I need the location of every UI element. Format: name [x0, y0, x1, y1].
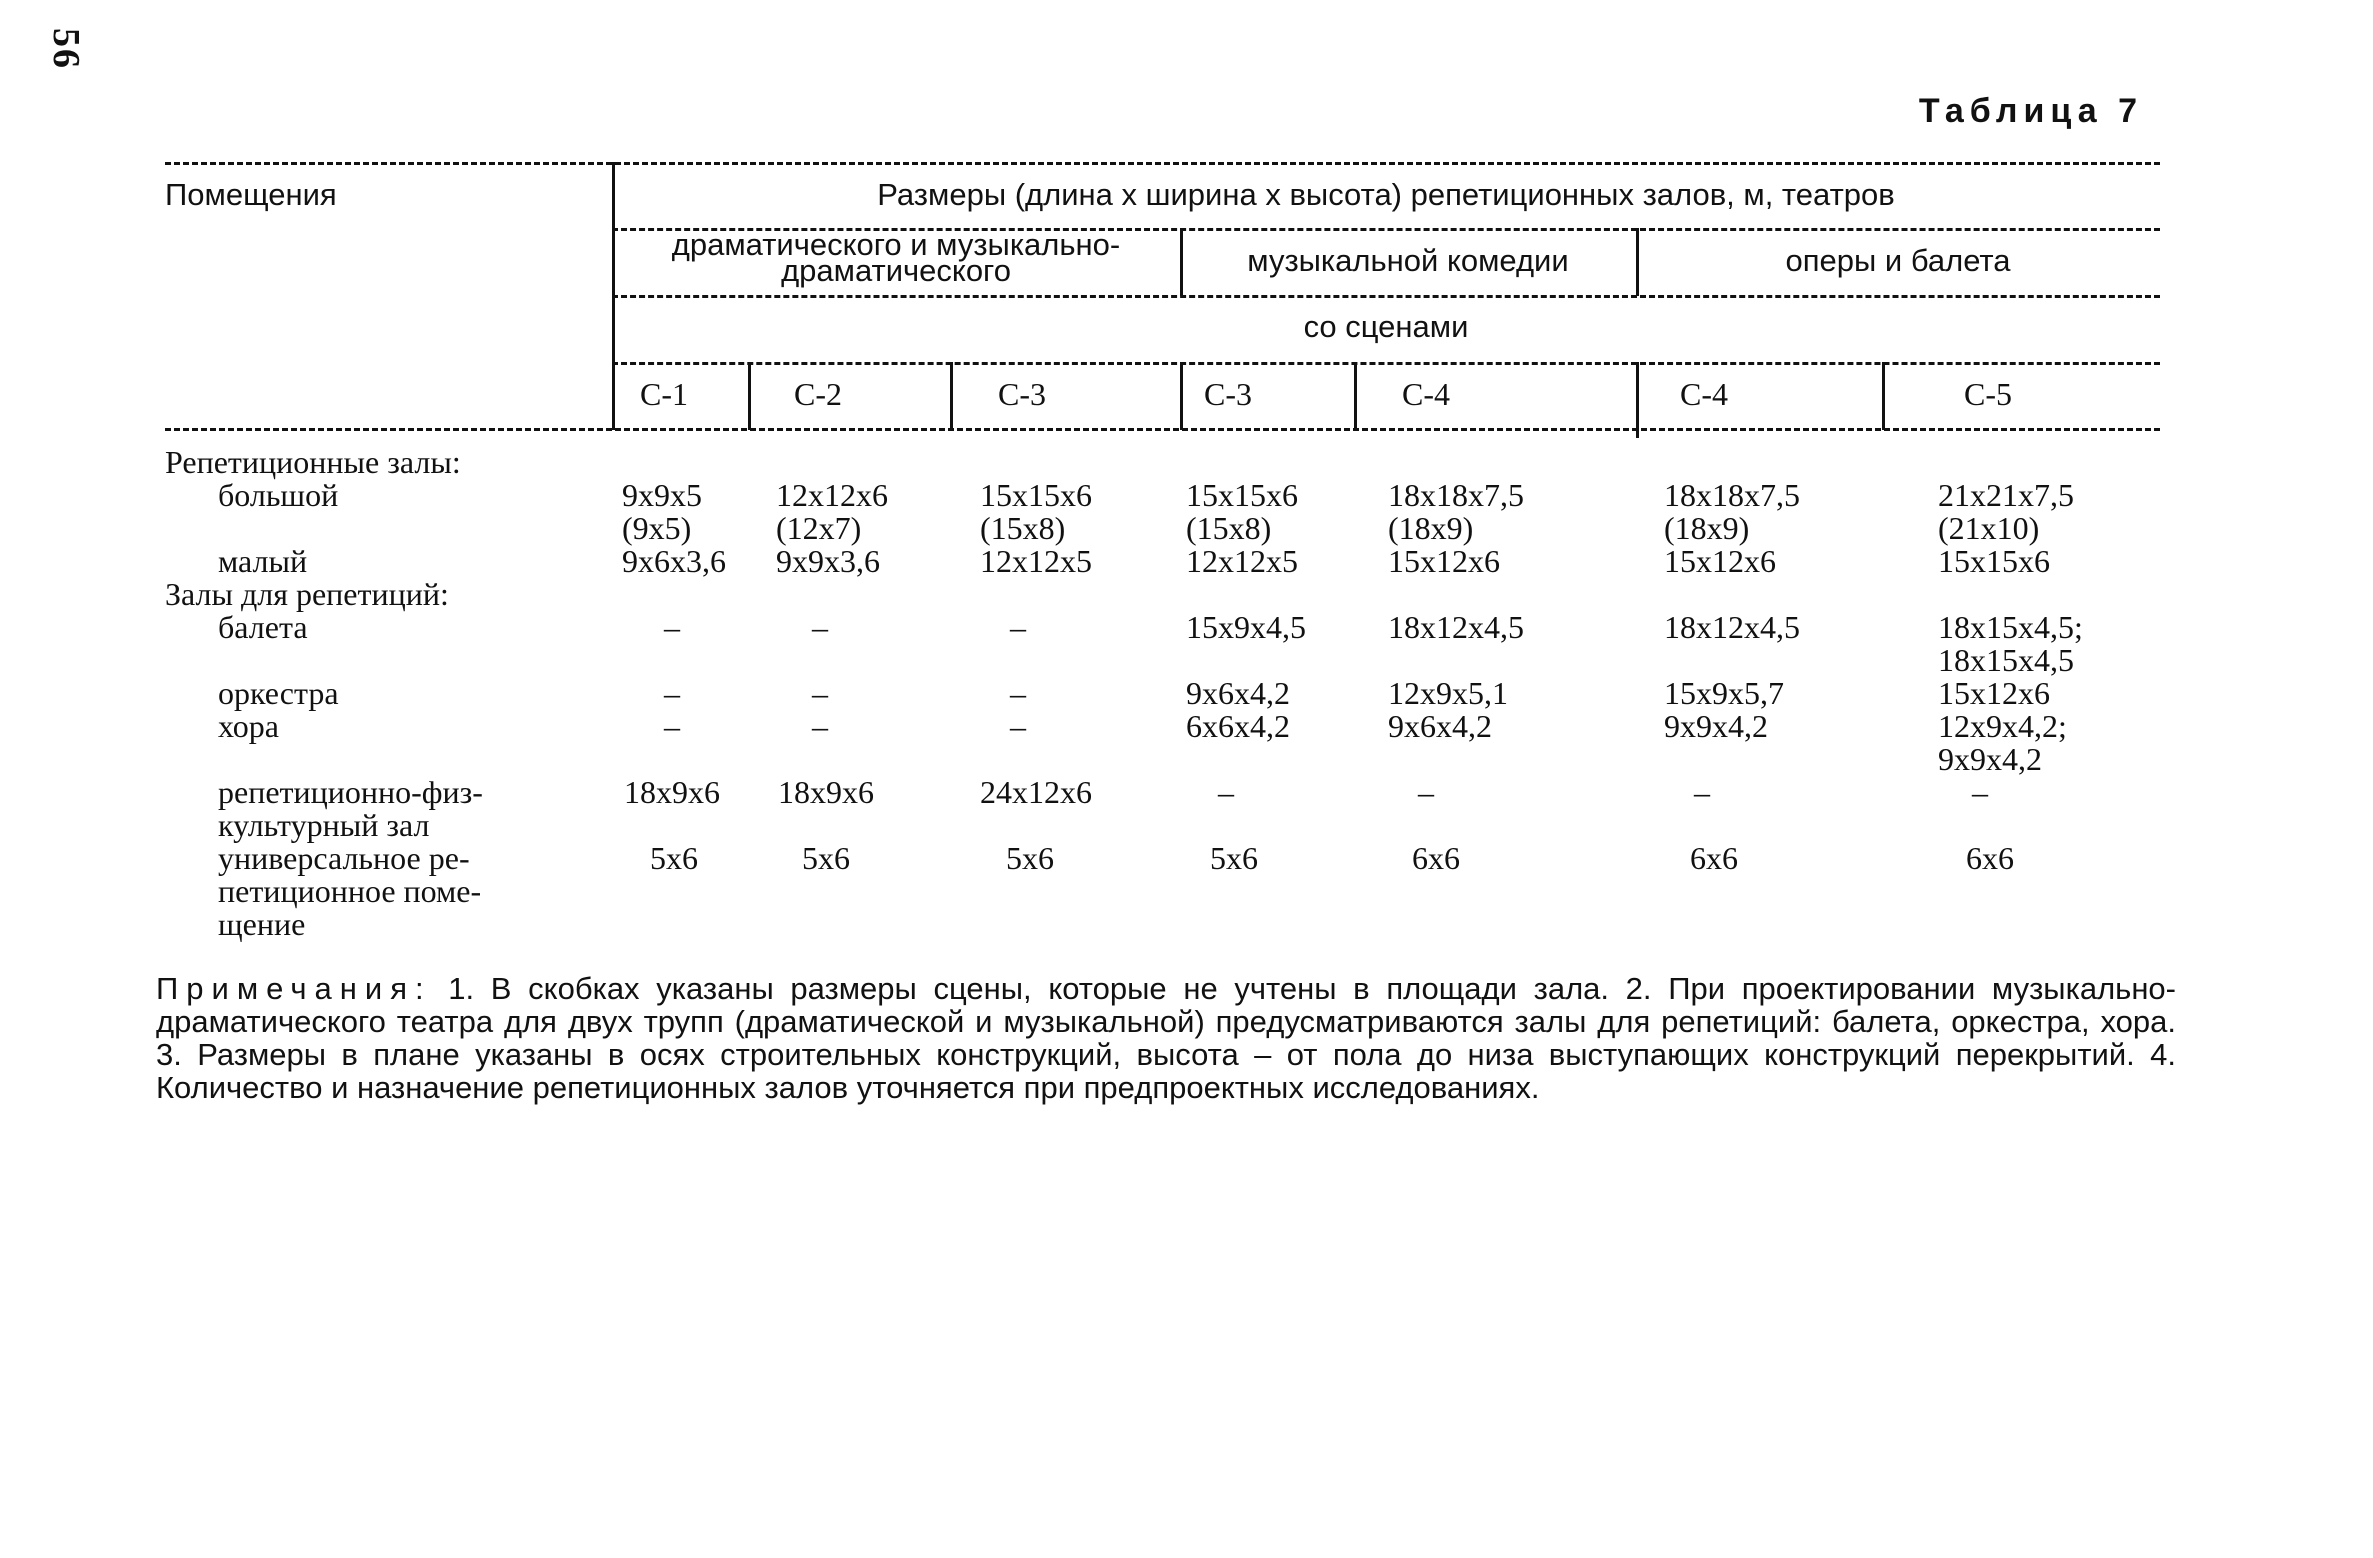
- row-label-large: большой: [218, 477, 339, 513]
- cell-value: 18x18x7,5: [1388, 477, 1524, 513]
- cell-small-c2: 9x9x3,6: [776, 543, 880, 579]
- cell-ballet-c3-comedy: 15x9x4,5: [1186, 609, 1306, 645]
- notes-lead: Примечания:: [156, 971, 432, 1006]
- cell-large-c3-comedy: [1186, 479, 1298, 545]
- stage-c1: С-1: [640, 376, 688, 412]
- cell-orchestra-c2: –: [812, 675, 828, 711]
- cell-large-c2: [776, 479, 888, 545]
- cell-universal-c1: 5x6: [650, 840, 698, 876]
- cell-ballet-c4-comedy: 18x12x4,5: [1388, 609, 1524, 645]
- header-group-comedy: музыкальной комедии: [1247, 243, 1569, 278]
- cell-large-c4-opera: [1664, 479, 1800, 545]
- row-label-halls-for-rehearsals: Залы для репетиций:: [165, 576, 449, 612]
- cell-small-c5: 15x15x6: [1938, 543, 2050, 579]
- table-top-rule: [165, 162, 2160, 165]
- row-label-fitness: [218, 776, 483, 842]
- cell-value: 15x15x6: [1186, 477, 1298, 513]
- header-group-drama-line1: драматического и музыкально-: [671, 227, 1121, 262]
- cell-universal-c3-comedy: 5x6: [1210, 840, 1258, 876]
- stage-divider-6: [1882, 362, 1885, 430]
- stage-divider-2: [950, 362, 953, 430]
- header-with-stages: со сценами: [1303, 309, 1469, 344]
- row-label-small: малый: [218, 543, 308, 579]
- cell-value: 21x21x7,5: [1938, 477, 2074, 513]
- cell-orchestra-c5: 15x12x6: [1938, 675, 2050, 711]
- row-label-ballet: балета: [218, 609, 308, 645]
- cell-small-c4-comedy: 15x12x6: [1388, 543, 1500, 579]
- row-label-universal-line3: щение: [218, 906, 306, 942]
- cell-choir-c4-opera: 9x9x4,2: [1664, 708, 1768, 744]
- cell-fitness-c4-comedy: –: [1418, 774, 1434, 810]
- cell-fitness-c3-comedy: –: [1218, 774, 1234, 810]
- stage-c3-comedy: С-3: [1204, 376, 1252, 412]
- cell-small-c3: 12x12x5: [980, 543, 1092, 579]
- cell-universal-c3: 5x6: [1006, 840, 1054, 876]
- cell-value: (15x8): [980, 510, 1066, 546]
- cell-value: (12x7): [776, 510, 862, 546]
- cell-choir-c3: –: [1010, 708, 1026, 744]
- cell-universal-c5: 6x6: [1966, 840, 2014, 876]
- cell-fitness-c5: –: [1972, 774, 1988, 810]
- cell-value: 15x15x6: [980, 477, 1092, 513]
- cell-value: (18x9): [1664, 510, 1750, 546]
- header-group-opera: оперы и балета: [1785, 243, 2011, 278]
- stage-divider-5: [1636, 362, 1639, 438]
- cell-choir-c3-comedy: 6x6x4,2: [1186, 708, 1290, 744]
- header-group-drama-line2: драматического: [781, 253, 1011, 288]
- cell-value: 18x15x4,5;: [1938, 609, 2083, 645]
- cell-universal-c2: 5x6: [802, 840, 850, 876]
- cell-ballet-c1: –: [664, 609, 680, 645]
- row-label-universal: [218, 842, 481, 941]
- cell-orchestra-c3: –: [1010, 675, 1026, 711]
- cell-ballet-c4-opera: 18x12x4,5: [1664, 609, 1800, 645]
- row-label-fitness-line2: культурный зал: [218, 807, 430, 843]
- cell-ballet-c5: [1938, 611, 2083, 677]
- cell-fitness-c3: 24x12x6: [980, 774, 1092, 810]
- cell-value: (9x5): [622, 510, 692, 546]
- cell-large-c5: [1938, 479, 2074, 545]
- cell-orchestra-c3-comedy: 9x6x4,2: [1186, 675, 1290, 711]
- stage-divider-1: [748, 362, 751, 430]
- notes-text: 1. В скобках указаны размеры сцены, которые не учтены в площади зала. 2. При проектировании музыкально-драматического театра для двух трупп (драматической и музыкальной) предусматриваются залы для репетиций: балета, оркестра, хора. 3. Размеры в плане указаны в осях строительных конструкций, высота – от пола до низа выступающих конструкций перекрытий. 4. Количество и назначение репетиционных залов уточняется при предпроектных исследованиях.: [156, 971, 2176, 1105]
- cell-choir-c2: –: [812, 708, 828, 744]
- cell-choir-c1: –: [664, 708, 680, 744]
- cell-value: 12x12x6: [776, 477, 888, 513]
- cell-value: (21x10): [1938, 510, 2040, 546]
- row-label-choir: хора: [218, 708, 279, 744]
- stage-divider-4: [1354, 362, 1357, 430]
- cell-value: 12x9x4,2;: [1938, 708, 2067, 744]
- header-sizes: Размеры (длина х ширина х высота) репетиционных залов, м, театров: [877, 177, 1895, 212]
- cell-orchestra-c4-comedy: 12x9x5,1: [1388, 675, 1508, 711]
- row-label-rehearsal-halls: Репетиционные залы:: [165, 444, 461, 480]
- group-bottom-rule: [612, 295, 2160, 298]
- cell-fitness-c4-opera: –: [1694, 774, 1710, 810]
- table-notes: [156, 972, 2176, 1104]
- header-rooms: Помещения: [165, 177, 337, 212]
- row-label-universal-line1: универсальное ре-: [218, 840, 470, 876]
- cell-value: (15x8): [1186, 510, 1272, 546]
- stage-c3-drama: С-3: [998, 376, 1046, 412]
- cell-choir-c5: [1938, 710, 2067, 776]
- row-label-fitness-line1: репетиционно-физ-: [218, 774, 483, 810]
- cell-choir-c4-comedy: 9x6x4,2: [1388, 708, 1492, 744]
- cell-ballet-c2: –: [812, 609, 828, 645]
- cell-large-c4-comedy: [1388, 479, 1524, 545]
- cell-small-c4-opera: 15x12x6: [1664, 543, 1776, 579]
- stage-c4-comedy: С-4: [1402, 376, 1450, 412]
- cell-large-c3: [980, 479, 1092, 545]
- stage-c5: С-5: [1964, 376, 2012, 412]
- cell-value: 9x9x5: [622, 477, 702, 513]
- cell-small-c1: 9x6x3,6: [622, 543, 726, 579]
- cell-fitness-c1: 18x9x6: [624, 774, 720, 810]
- cell-large-c1: [622, 479, 702, 545]
- stage-c2: С-2: [794, 376, 842, 412]
- stage-divider-3: [1180, 362, 1183, 430]
- header-bottom-rule: [165, 428, 2160, 431]
- stage-c4-opera: С-4: [1680, 376, 1728, 412]
- row-label-universal-line2: петиционное поме-: [218, 873, 482, 909]
- stages-header-rule: [612, 362, 2160, 365]
- table-title: Таблица 7: [1918, 92, 2143, 130]
- cell-small-c3-comedy: 12x12x5: [1186, 543, 1298, 579]
- cell-value: 18x18x7,5: [1664, 477, 1800, 513]
- cell-universal-c4-comedy: 6x6: [1412, 840, 1460, 876]
- cell-ballet-c3: –: [1010, 609, 1026, 645]
- cell-value: (18x9): [1388, 510, 1474, 546]
- header-group-drama: [612, 227, 1180, 288]
- page-number: 56: [45, 28, 87, 70]
- cell-value: 9x9x4,2: [1938, 741, 2042, 777]
- cell-orchestra-c1: –: [664, 675, 680, 711]
- cell-fitness-c2: 18x9x6: [778, 774, 874, 810]
- cell-value: 18x15x4,5: [1938, 642, 2074, 678]
- cell-universal-c4-opera: 6x6: [1690, 840, 1738, 876]
- row-label-orchestra: оркестра: [218, 675, 339, 711]
- cell-orchestra-c4-opera: 15x9x5,7: [1664, 675, 1784, 711]
